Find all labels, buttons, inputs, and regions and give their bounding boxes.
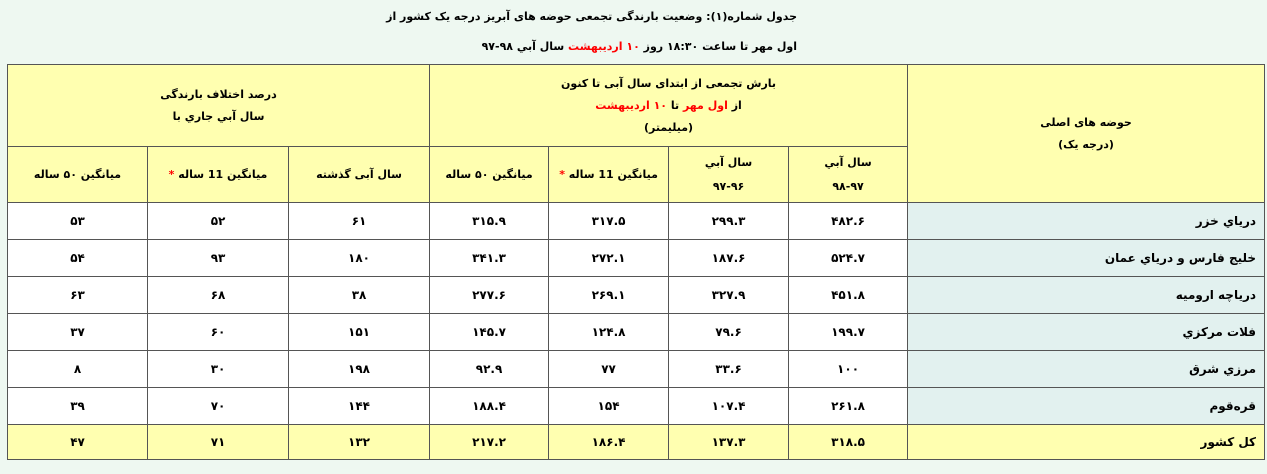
row-basin-name: قره‌قوم: [908, 388, 1265, 425]
header-diff-l1: درصد اختلاف بارندگی: [160, 87, 277, 101]
table-row: [8, 388, 1265, 425]
cell-current: ۲۶۱.۸: [789, 388, 908, 425]
precipitation-table: [7, 64, 1265, 460]
table-row: [8, 351, 1265, 388]
total-current: ۳۱۸.۵: [789, 425, 908, 460]
header-basin-l2: (درجه یک): [1058, 137, 1114, 151]
header-precip-l3: (میلیمتر): [644, 120, 694, 134]
cell-diff-last: ۳۸: [289, 277, 430, 314]
precip-end-red: ۱۰ اردیبهشت: [595, 98, 668, 112]
precip-from: از: [727, 98, 742, 112]
cell-prev: ۳۳.۶: [669, 351, 789, 388]
cell-diff-last: ۱۴۴: [289, 388, 430, 425]
header-precip-l2: [430, 95, 907, 117]
table-caption-line1: جدول شماره(۱): وضعیت بارندگی تجمعی حوضه های آبریز درجه یک کشور از: [386, 10, 797, 23]
table-row: [8, 314, 1265, 351]
total-avg11: ۱۸۶.۴: [549, 425, 669, 460]
col-avg11: [549, 147, 669, 203]
cell-diff-last: ۱۹۸: [289, 351, 430, 388]
caption-text-a: اول مهر تا ساعت ۱۸:۳۰ روز: [639, 40, 797, 53]
row-basin-name: مرزي شرق: [908, 351, 1265, 388]
cell-avg50: ۳۴۱.۳: [430, 240, 549, 277]
cell-prev: ۲۹۹.۳: [669, 203, 789, 240]
cell-avg11: ۳۱۷.۵: [549, 203, 669, 240]
col-avg11-asterisk: *: [559, 167, 565, 181]
cell-diff-last: ۶۱: [289, 203, 430, 240]
row-basin-name: درياي خزر: [908, 203, 1265, 240]
header-diff-l2: سال آبي جاري با: [172, 109, 265, 123]
cell-prev: ۳۲۷.۹: [669, 277, 789, 314]
cell-prev: ۷۹.۶: [669, 314, 789, 351]
cell-diff-avg50: ۵۴: [8, 240, 148, 277]
col-diff-last: سال آبی گذشته: [289, 147, 430, 203]
cell-diff-avg50: ۳۹: [8, 388, 148, 425]
cell-current: ۴۵۱.۸: [789, 277, 908, 314]
cell-current: ۴۸۲.۶: [789, 203, 908, 240]
total-name: كل كشور: [908, 425, 1265, 460]
total-diff-avg50: ۴۷: [8, 425, 148, 460]
col-current: [789, 147, 908, 203]
cell-current: ۵۲۴.۷: [789, 240, 908, 277]
table-row: [8, 277, 1265, 314]
table-caption-line2: [97, 40, 797, 53]
cell-diff-avg11: ۵۲: [148, 203, 289, 240]
row-basin-name: فلات مركزي: [908, 314, 1265, 351]
col-diff-avg50: میانگین ۵۰ ساله: [8, 147, 148, 203]
col-current-l2: ۹۸-۹۷: [832, 179, 864, 193]
row-basin-name: خليج فارس و درياي عمان: [908, 240, 1265, 277]
header-basin-l1: حوضه های اصلی: [1040, 115, 1132, 129]
cell-diff-last: ۱۸۰: [289, 240, 430, 277]
cell-avg50: ۹۲.۹: [430, 351, 549, 388]
cell-avg11: ۱۲۴.۸: [549, 314, 669, 351]
cell-diff-avg50: ۳۷: [8, 314, 148, 351]
cell-diff-avg11: ۶۸: [148, 277, 289, 314]
table-row: [8, 240, 1265, 277]
cell-diff-last: ۱۵۱: [289, 314, 430, 351]
cell-diff-avg11: ۳۰: [148, 351, 289, 388]
header-precip: [430, 65, 908, 147]
cell-diff-avg11: ۷۰: [148, 388, 289, 425]
table-row: [8, 203, 1265, 240]
col-avg50: میانگین ۵۰ ساله: [430, 147, 549, 203]
col-prev: [669, 147, 789, 203]
col-prev-l1: سال آبي: [704, 155, 753, 169]
cell-avg50: ۱۴۵.۷: [430, 314, 549, 351]
col-avg11-label: میانگین 11 ساله: [568, 167, 658, 181]
total-avg50: ۲۱۷.۲: [430, 425, 549, 460]
header-diff: [8, 65, 430, 147]
precip-start-red: اول مهر: [682, 98, 728, 112]
row-basin-name: درياچه اروميه: [908, 277, 1265, 314]
cell-diff-avg50: ۸: [8, 351, 148, 388]
cell-current: ۱۹۹.۷: [789, 314, 908, 351]
cell-avg11: ۱۵۴: [549, 388, 669, 425]
cell-diff-avg11: ۹۳: [148, 240, 289, 277]
col-prev-l2: ۹۷-۹۶: [712, 179, 745, 193]
header-basin: [908, 65, 1265, 203]
caption-text-b: سال آبي ۹۸-۹۷: [481, 40, 569, 53]
header-precip-l1: بارش تجمعی از ابتدای سال آبی تا کنون: [561, 76, 777, 90]
cell-avg50: ۲۷۷.۶: [430, 277, 549, 314]
cell-diff-avg11: ۶۰: [148, 314, 289, 351]
cell-avg50: ۳۱۵.۹: [430, 203, 549, 240]
col-diff-avg11: [148, 147, 289, 203]
cell-avg50: ۱۸۸.۴: [430, 388, 549, 425]
total-row: [8, 425, 1265, 460]
col-current-l1: سال آبي: [824, 155, 872, 169]
cell-avg11: ۲۶۹.۱: [549, 277, 669, 314]
cell-diff-avg50: ۶۳: [8, 277, 148, 314]
col-diff-avg11-label: میانگین 11 ساله: [178, 167, 268, 181]
cell-avg11: ۲۷۲.۱: [549, 240, 669, 277]
col-diff-avg11-asterisk: *: [168, 167, 175, 181]
cell-prev: ۱۰۷.۴: [669, 388, 789, 425]
cell-avg11: ۷۷: [549, 351, 669, 388]
cell-current: ۱۰۰: [789, 351, 908, 388]
cell-diff-avg50: ۵۳: [8, 203, 148, 240]
precip-to: تا: [667, 98, 683, 112]
total-diff-avg11: ۷۱: [148, 425, 289, 460]
total-diff-last: ۱۳۲: [289, 425, 430, 460]
cell-prev: ۱۸۷.۶: [669, 240, 789, 277]
total-prev: ۱۳۷.۳: [669, 425, 789, 460]
caption-date-red: ۱۰ اردیبهشت: [568, 40, 640, 53]
